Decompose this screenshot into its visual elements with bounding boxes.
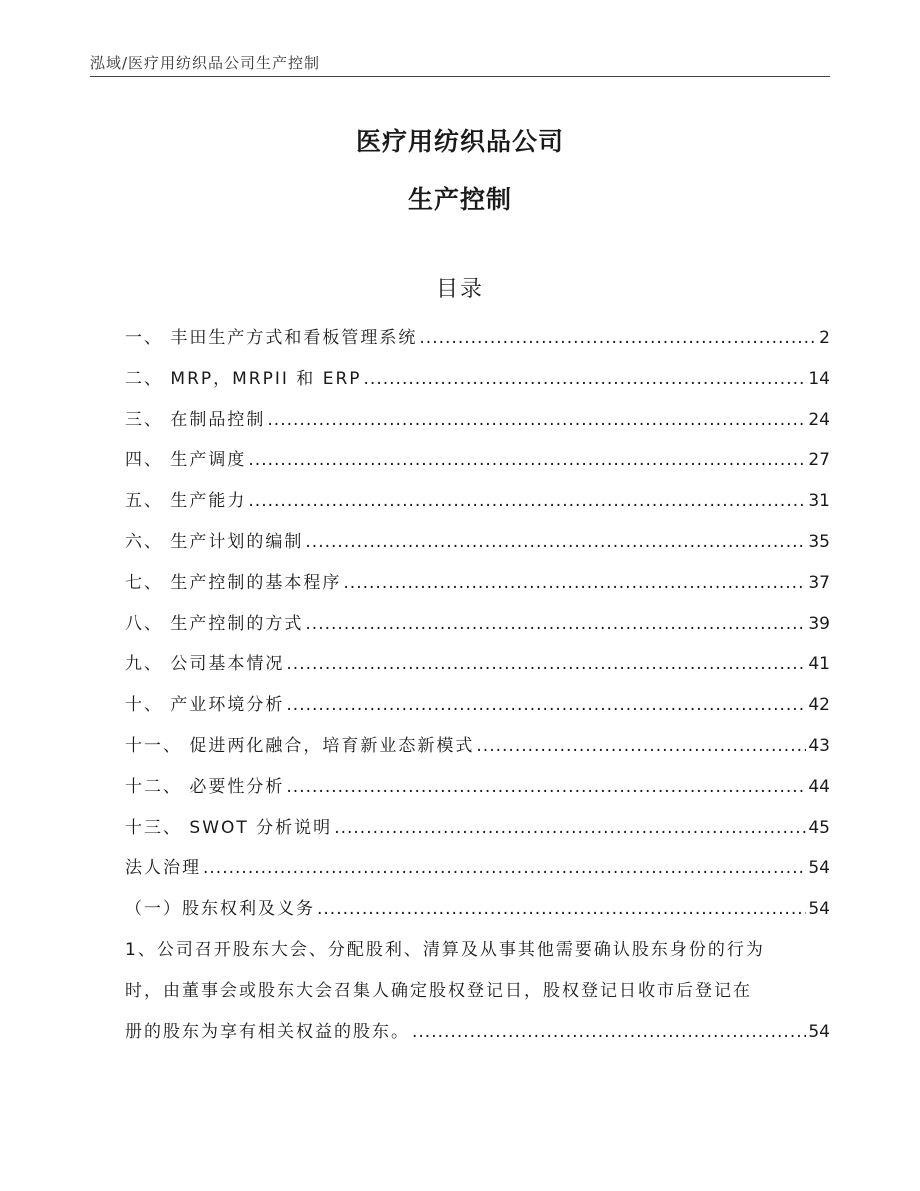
- dot-leader: [286, 767, 806, 808]
- toc-entry-label: 六、 生产计划的编制: [125, 531, 304, 552]
- toc-entry-multiline[interactable]: [125, 930, 830, 1052]
- toc-entry-line: 册的股东为享有相关权益的股东。: [125, 1021, 410, 1042]
- dot-leader: [203, 848, 806, 889]
- toc-entry-page: 44: [808, 776, 830, 797]
- toc-entry-page: 43: [808, 735, 830, 756]
- toc-entry-label: 十一、 促进两化融合，培育新业态新模式: [125, 735, 475, 756]
- toc-entry-label: 十、 产业环境分析: [125, 695, 285, 716]
- dot-leader: [364, 359, 807, 400]
- toc-entry[interactable]: [125, 726, 830, 767]
- toc-entry-page: 31: [808, 491, 830, 512]
- header-rule: [90, 76, 830, 77]
- dot-leader: [412, 1012, 806, 1053]
- toc-entry-label: 一、 丰田生产方式和看板管理系统: [125, 328, 418, 348]
- dot-leader: [248, 440, 806, 481]
- dot-leader: [419, 318, 817, 359]
- toc-entry-label: 十二、 必要性分析: [125, 776, 285, 797]
- toc-entry-line: 时，由董事会或股东大会召集人确定股权登记日，股权登记日收市后登记在: [125, 980, 752, 1001]
- table-of-contents: [125, 318, 830, 1052]
- document-title: 医疗用纺织品公司: [355, 127, 564, 156]
- dot-leader: [305, 522, 806, 563]
- toc-entry-page: 37: [808, 572, 830, 593]
- dot-leader: [317, 889, 806, 930]
- toc-entry-label: 十三、 SWOT 分析说明: [125, 817, 333, 838]
- dot-leader: [267, 400, 806, 441]
- toc-entry-page: 45: [808, 817, 830, 838]
- toc-entry-page: 54: [808, 1021, 830, 1042]
- dot-leader: [248, 481, 806, 522]
- toc-entry[interactable]: [125, 481, 830, 522]
- toc-entry-page: 14: [808, 368, 830, 389]
- running-header: 泓域/医疗用纺织品公司生产控制: [90, 54, 321, 72]
- toc-entry[interactable]: [125, 522, 830, 563]
- toc-entry[interactable]: [125, 808, 830, 849]
- toc-entry-page: 41: [808, 654, 830, 675]
- toc-entry-label: 九、 公司基本情况: [125, 654, 285, 675]
- toc-entry-page: 27: [808, 450, 830, 471]
- toc-entry-label: 五、 生产能力: [125, 491, 247, 512]
- toc-entry[interactable]: [125, 685, 830, 726]
- dot-leader: [343, 563, 806, 604]
- toc-entry[interactable]: [125, 400, 830, 441]
- toc-entry-label: 法人治理: [125, 858, 201, 879]
- toc-entry[interactable]: [125, 318, 830, 359]
- dot-leader: [334, 808, 806, 849]
- dot-leader: [305, 604, 806, 645]
- toc-entry[interactable]: [125, 889, 830, 930]
- dot-leader: [286, 685, 806, 726]
- toc-entry[interactable]: [125, 767, 830, 808]
- toc-entry-page: 54: [808, 858, 830, 879]
- toc-entry[interactable]: [125, 644, 830, 685]
- toc-entry-page: 24: [808, 409, 830, 430]
- toc-heading: 目录: [435, 277, 484, 302]
- dot-leader: [286, 644, 806, 685]
- toc-entry[interactable]: [125, 848, 830, 889]
- toc-entry-label: 七、 生产控制的基本程序: [125, 572, 342, 593]
- toc-entry-page: 2: [819, 328, 830, 348]
- toc-entry-label: 八、 生产控制的方式: [125, 613, 304, 634]
- toc-entry-label: （一）股东权利及义务: [125, 899, 315, 920]
- toc-entry-page: 39: [808, 613, 830, 634]
- toc-entry-page: 42: [808, 695, 830, 716]
- dot-leader: [476, 726, 806, 767]
- toc-entry-page: 54: [808, 899, 830, 920]
- document-subtitle: 生产控制: [407, 185, 512, 214]
- toc-entry[interactable]: [125, 563, 830, 604]
- toc-entry-line: 1、公司召开股东大会、分配股利、清算及从事其他需要确认股东身份的行为: [125, 939, 765, 960]
- toc-entry-label: 三、 在制品控制: [125, 409, 266, 430]
- toc-entry[interactable]: [125, 440, 830, 481]
- toc-entry[interactable]: [125, 604, 830, 645]
- toc-entry-label: 二、 MRP，MRPII 和 ERP: [125, 368, 362, 389]
- toc-entry[interactable]: [125, 359, 830, 400]
- toc-entry-page: 35: [808, 531, 830, 552]
- toc-entry-label: 四、 生产调度: [125, 450, 247, 471]
